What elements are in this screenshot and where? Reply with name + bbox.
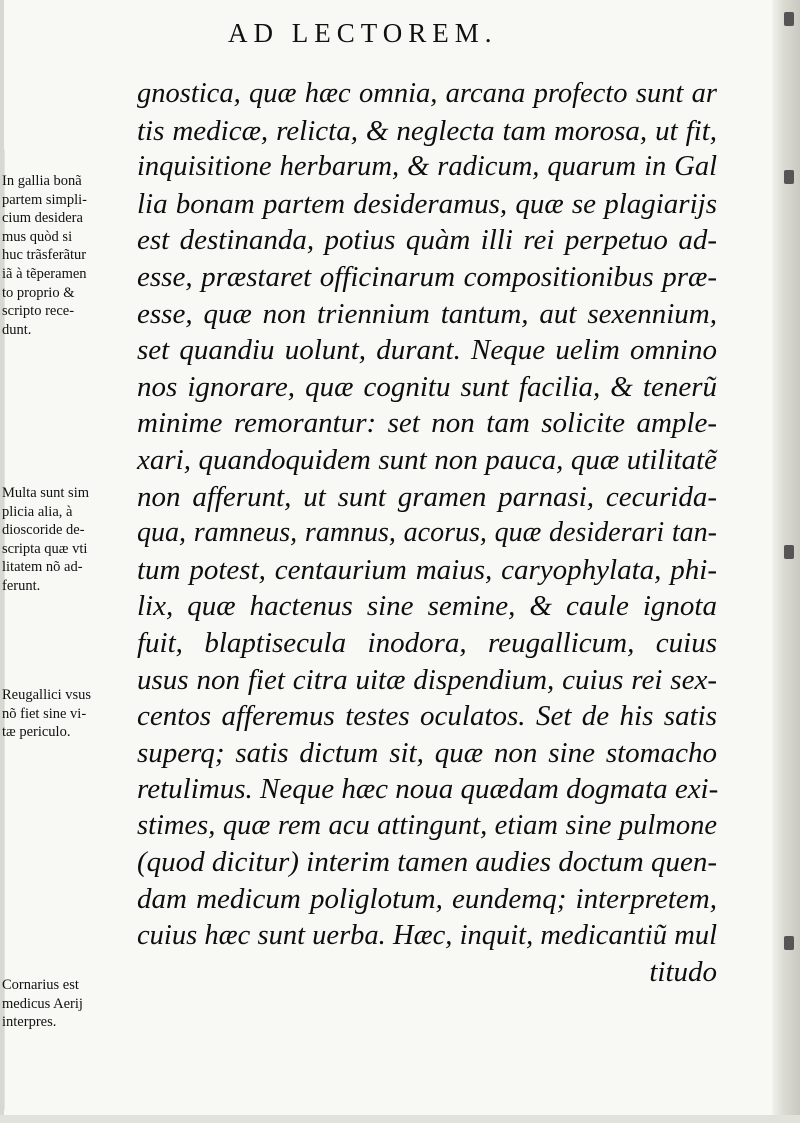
margin-note-line: In gallia bonã <box>2 173 82 189</box>
text-line: xari, quandoquidem sunt non pauca, quæ utilitatẽ <box>137 443 717 476</box>
margin-note-multa <box>2 484 134 596</box>
margin-note-line: scripto rece- <box>2 303 75 320</box>
margin-note-line: medicus Aerij <box>2 995 83 1012</box>
margin-note-line: nõ fiet sine vi- <box>2 705 87 722</box>
margin-note-line: iã à tẽperamen <box>2 265 87 282</box>
margin-note-line: Reugallici vsus <box>2 687 92 703</box>
page-bottom-edge <box>0 1115 800 1123</box>
margin-note-cornarius <box>2 976 134 1032</box>
margin-note-line: huc trãsferãtur <box>2 247 87 264</box>
margin-note-line: scripta quæ vti <box>2 540 88 557</box>
show-through-left <box>110 90 130 180</box>
margin-note-line: Cornarius est <box>2 977 79 993</box>
text-line: centos afferemus testes oculatos. Set de his satis <box>137 700 717 733</box>
text-line: qua, ramneus, ramnus, acorus, quæ desiderari tan- <box>137 517 717 549</box>
margin-note-gallia <box>2 172 134 339</box>
text-line: retulimus. Neque hæc noua quædam dogmata exi- <box>137 773 719 806</box>
margin-note-line: interpres. <box>2 1014 57 1031</box>
text-line: esse, quæ non triennium tantum, aut sexennium, <box>137 297 717 330</box>
text-line: minime remorantur: set non tam solicite ample- <box>137 407 717 440</box>
binding-mark <box>784 545 794 559</box>
text-line: cuius hæc sunt uerba. Hæc, inquit, medicantiũ mul <box>137 919 717 951</box>
margin-note-line: to proprio & <box>2 284 75 301</box>
margin-note-line: Multa sunt sim <box>2 485 90 501</box>
text-line: nos ignorare, quæ cognitu sunt facilia, & tenerũ <box>137 370 717 403</box>
text-line: lix, quæ hactenus sine semine, & caule ignota <box>137 590 717 623</box>
text-line: set quandiu uolunt, durant. Neque uelim omnino <box>137 334 717 367</box>
binding-mark <box>784 12 794 26</box>
text-line: usus non fiet citra uitæ dispendium, cuius rei sex- <box>137 663 717 696</box>
text-line: dam medicum poliglotum, eundemq; interpretem, <box>137 883 717 916</box>
text-line: superq; satis dictum sit, quæ non sine stomacho <box>137 736 717 769</box>
text-line: stimes, quæ rem acu attingunt, etiam sine pulmone <box>137 809 717 841</box>
text-line: gnostica, quæ hæc omnia, arcana profecto sunt ar <box>137 78 717 109</box>
text-line: tis medicæ, relicta, & neglecta tam morosa, ut fit, <box>137 114 717 147</box>
catchword: titudo <box>649 956 717 989</box>
binding-mark <box>784 936 794 950</box>
page-edge-shadow <box>772 0 800 1123</box>
margin-note-line: plicia alia, à <box>2 503 73 520</box>
text-line: lia bonam partem desideramus, quæ se plagiarijs <box>137 187 717 220</box>
margin-note-line: cium desidera <box>2 210 83 227</box>
margin-note-reugallici <box>2 686 134 742</box>
text-line: fuit, blaptisecula inodora, reugallicum, cuius <box>137 626 717 659</box>
page-title: AD LECTOREM. <box>228 18 498 48</box>
margin-note-line: mus quòd si <box>2 228 73 245</box>
margin-note-line: dunt. <box>2 321 32 338</box>
text-line: inquisitione herbarum, & radicum, quarum in Gal <box>137 151 717 183</box>
text-line: (quod dicitur) interim tamen audies doctum quen- <box>137 846 717 879</box>
text-line: tum potest, centaurium maius, caryophylata, phi- <box>137 553 717 586</box>
margin-note-line: partem simpli- <box>2 191 87 208</box>
text-line: esse, præstaret officinarum compositionibus præ- <box>137 260 717 293</box>
margin-note-line: dioscoride de- <box>2 522 85 539</box>
binding-mark <box>784 170 794 184</box>
margin-note-line: tæ periculo. <box>2 724 71 741</box>
margin-note-line: litatem nõ ad- <box>2 559 83 576</box>
text-line: non afferunt, ut sunt gramen parnasi, cecurida- <box>137 480 717 513</box>
text-line: est destinanda, potius quàm illi rei perpetuo ad- <box>137 224 717 257</box>
main-text-block <box>137 76 717 991</box>
margin-note-line: ferunt. <box>2 577 41 594</box>
